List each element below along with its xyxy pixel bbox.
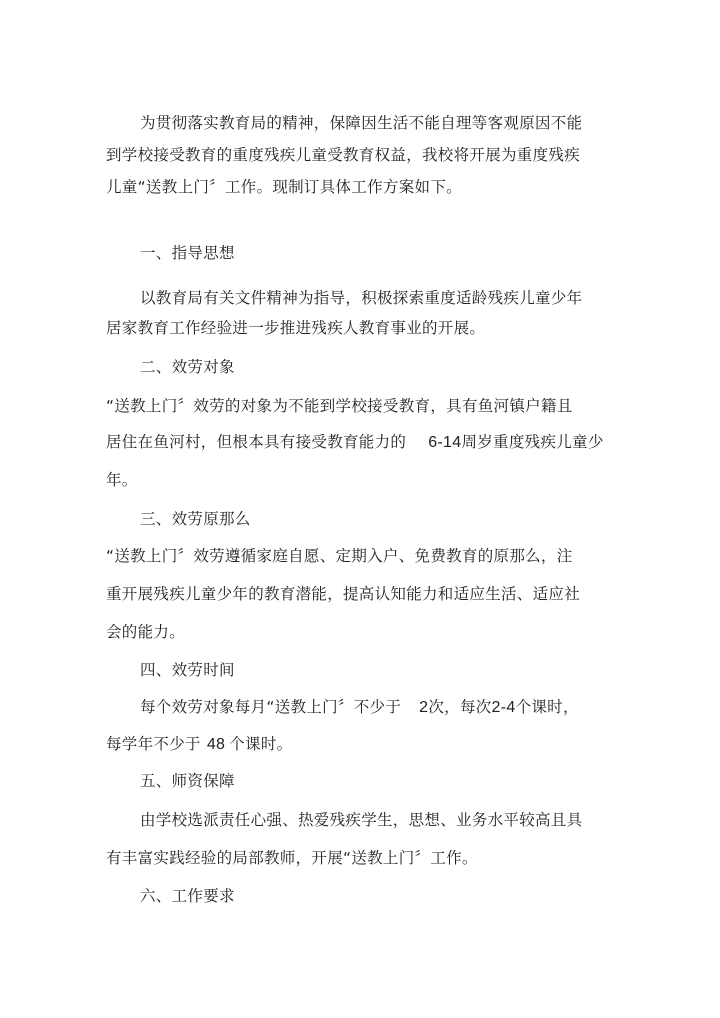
section-4-line-2 — [106, 734, 292, 755]
section-1-line-2: 居家教育工作经验进一步推进残疾人教育事业的开展。 — [106, 319, 486, 337]
intro-line-3: 儿童“送教上门〞工作。现制订具体工作方案如下。 — [106, 178, 462, 196]
section-1-line-1: 以教育局有关文件精神为指导，积极探索重度适龄残疾儿童少年 — [140, 289, 583, 307]
section-2-line-2-text-a: 居住在鱼河村，但根本具有接受教育能力的 — [106, 433, 407, 451]
section-4-heading: 四、效劳时间 — [140, 661, 235, 679]
section-3-heading: 三、效劳原那么 — [140, 510, 251, 528]
section-4-line-2-text-a: 每学年不少于 — [106, 735, 201, 753]
section-2-line-1: “送教上门〞效劳的对象为不能到学校接受教育，具有鱼河镇户籍且 — [106, 397, 573, 415]
section-5-line-1: 由学校选派责任心强、热爱残疾学生，思想、业务水平较高且具 — [140, 811, 583, 829]
section-3-line-2: 重开展残疾儿童少年的教育潜能，提高认知能力和适应生活、适应社 — [106, 585, 581, 603]
yearly-hours-value: 48 — [206, 736, 226, 753]
section-2-line-3: 年。 — [106, 471, 138, 489]
intro-line-2: 到学校接受教育的重度残疾儿童受教育权益，我校将开展为重度残疾 — [106, 146, 581, 164]
monthly-visits-value: 2 — [419, 699, 429, 716]
section-1-heading: 一、指导思想 — [140, 244, 235, 262]
hours-per-visit-value: 2-4 — [491, 699, 516, 716]
age-range-value: 6-14 — [428, 434, 462, 451]
section-4-line-2-text-b: 个课时。 — [229, 735, 293, 753]
section-4-line-1 — [140, 697, 579, 718]
section-2-line-2-text-b: 周岁重度残疾儿童少 — [461, 433, 604, 451]
intro-line-1: 为贯彻落实教育局的精神，保障因生活不能自理等客观原因不能 — [140, 114, 583, 132]
section-5-heading: 五、师资保障 — [140, 772, 235, 790]
section-3-line-1: “送教上门〞效劳遵循家庭自愿、定期入户、免费教育的原那么，注 — [106, 547, 573, 565]
section-2-line-2 — [106, 432, 604, 453]
section-3-line-3: 会的能力。 — [106, 623, 186, 641]
section-4-line-1-text-b: 次，每次 — [428, 698, 492, 716]
section-2-heading: 二、效劳对象 — [140, 358, 235, 376]
section-6-heading: 六、工作要求 — [140, 887, 235, 905]
section-4-line-1-text-c: 个课时， — [515, 698, 579, 716]
section-4-line-1-text-a: 每个效劳对象每月“送教上门〞不少于 — [140, 698, 402, 716]
section-5-line-2: 有丰富实践经验的局部教师，开展“送教上门〞工作。 — [106, 849, 478, 867]
